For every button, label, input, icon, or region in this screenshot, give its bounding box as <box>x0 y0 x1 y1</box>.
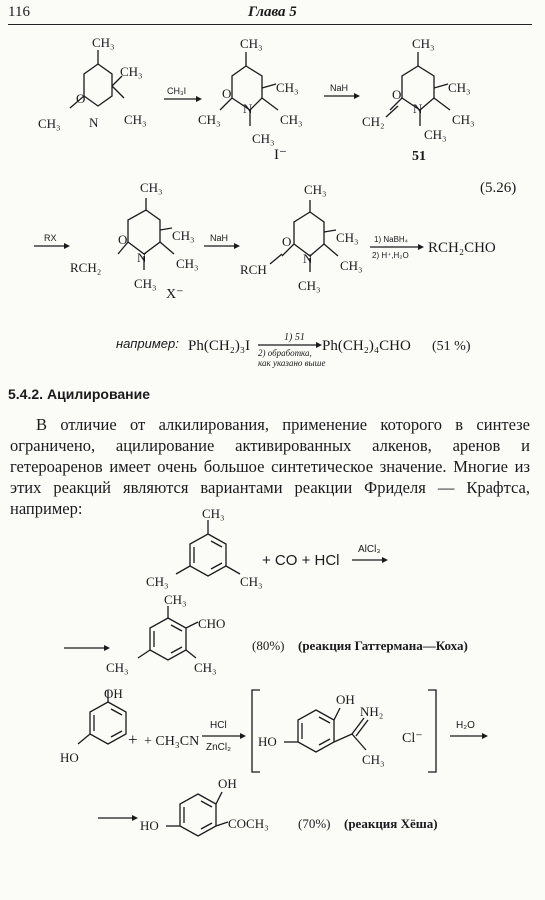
yield-note: (70%) <box>298 816 331 831</box>
atom-label: OH <box>104 686 123 701</box>
substituent-label: RCH₂ <box>70 260 102 275</box>
reaction-arrow <box>450 720 488 739</box>
example-label: например: <box>116 336 179 351</box>
plus-sign: + <box>128 730 138 749</box>
equation-number: (5.26) <box>480 180 517 196</box>
mesitaldehyde <box>106 592 225 675</box>
atom-label: N <box>303 251 313 266</box>
reaction-name: (реакция Хёша) <box>344 816 438 831</box>
atom-label: CH₃ <box>452 112 475 127</box>
catalyst-label: HCl <box>210 720 227 731</box>
atom-label: NH₂ <box>360 704 384 719</box>
reagent-label: 2) H⁺,H₂O <box>372 251 409 260</box>
atom-label: O <box>282 234 292 249</box>
example-yield: (51 %) <box>432 339 471 354</box>
compound-label: 51 <box>412 149 426 164</box>
reaction-arrow <box>352 544 388 563</box>
counter-ion: Cl⁻ <box>402 731 423 746</box>
atom-label: CH₃ <box>92 35 115 50</box>
reagents-text: + CH₃CN <box>144 734 200 749</box>
atom-label: O <box>222 86 232 101</box>
substituent-label: RCH <box>240 262 267 277</box>
reagents-text: + CO + HCl <box>262 552 340 569</box>
atom-label: HO <box>60 750 79 765</box>
atom-label: N <box>137 250 147 265</box>
atom-label: CH₂ <box>362 114 385 129</box>
atom-label: CHO <box>198 616 226 631</box>
reagent-label: NaH <box>330 83 349 93</box>
atom-label: CH₃ <box>448 80 471 95</box>
running-head: Глава 5 <box>248 4 297 20</box>
atom-label: CH₃ <box>164 592 187 607</box>
reagent-label: RX <box>44 233 57 243</box>
atom-label: OH <box>218 776 237 791</box>
example-reactant: Ph(CH₂)₃I <box>188 338 251 354</box>
reaction-arrow <box>98 815 138 821</box>
counter-ion: I⁻ <box>274 147 287 163</box>
atom-label: CH₃ <box>298 278 321 293</box>
mesitylene <box>146 506 263 589</box>
atom-label: CH₃ <box>240 574 263 589</box>
atom-label: CH₃ <box>412 36 435 51</box>
reagent-label: 1) NaBH₄ <box>374 235 408 244</box>
atom-label: O <box>76 91 86 106</box>
example-product: Ph(CH₂)₄CHO <box>322 338 411 354</box>
example-condition: 2) обработка, <box>258 348 312 358</box>
yield-note: (80%) <box>252 638 285 653</box>
atom-label: CH₃ <box>252 131 275 146</box>
resorcinol <box>60 686 126 765</box>
atom-label: CH₃ <box>140 180 163 195</box>
example-condition: 1) 51 <box>284 332 305 343</box>
catalyst-label: ZnCl₂ <box>206 742 231 753</box>
atom-label: CH₃ <box>38 116 61 131</box>
atom-label: CH₃ <box>276 80 299 95</box>
catalyst-label: AlCl₃ <box>358 544 381 555</box>
atom-label: CH₃ <box>424 127 447 142</box>
atom-label: CH₃ <box>240 36 263 51</box>
atom-label: CH₃ <box>202 506 225 521</box>
reaction-arrow <box>202 720 246 753</box>
catalyst-label: H₂O <box>456 720 475 731</box>
page-number: 116 <box>8 4 30 20</box>
atom-label: N <box>413 101 423 116</box>
atom-label: CH₃ <box>176 256 199 271</box>
atom-label: CH₃ <box>120 64 143 79</box>
atom-label: CH₃ <box>146 574 169 589</box>
atom-label: OH <box>336 692 355 707</box>
paragraph-text: В отличие от алкилирования, применение которого в синтезе ограничено, ацилирование активированных алкенов, аренов и гетероаренов имеет очень большое синтетическое значение. Многие из этих реакций являются вариантами реакции Фриделя — Крафтса, например: <box>10 415 530 518</box>
resacetophenone <box>140 776 269 836</box>
atom-label: O <box>392 87 402 102</box>
atom-label: HO <box>140 818 159 833</box>
atom-label: HO <box>258 734 277 749</box>
atom-label: CH₃ <box>124 112 147 127</box>
atom-label: CH₃ <box>134 276 157 291</box>
atom-label: CH₃ <box>362 752 385 767</box>
atom-label: O <box>118 232 128 247</box>
atom-label: N <box>89 115 99 130</box>
product-formula: RCH₂CHO <box>428 240 496 256</box>
reaction-arrow <box>64 645 110 651</box>
atom-label: CH₃ <box>198 112 221 127</box>
ketiminium-intermediate <box>258 692 385 767</box>
counter-ion: X⁻ <box>166 287 184 302</box>
section-title: Ацилирование <box>47 386 151 402</box>
atom-label: CH₃ <box>336 230 359 245</box>
reagent-label: NaH <box>210 233 229 243</box>
atom-label: CH₃ <box>172 228 195 243</box>
atom-label: CH₃ <box>194 660 217 675</box>
atom-label: CH₃ <box>106 660 129 675</box>
section-number: 5.4.2. <box>8 386 44 402</box>
atom-label: CH₃ <box>280 112 303 127</box>
atom-label: N <box>243 101 253 116</box>
example-condition: как указано выше <box>258 358 326 368</box>
atom-label: CH₃ <box>340 258 363 273</box>
reagent-label: CH₃I <box>167 86 187 96</box>
reaction-name: (реакция Гаттермана—Коха) <box>298 638 468 653</box>
atom-label: COCH₃ <box>228 816 269 831</box>
atom-label: CH₃ <box>304 182 327 197</box>
